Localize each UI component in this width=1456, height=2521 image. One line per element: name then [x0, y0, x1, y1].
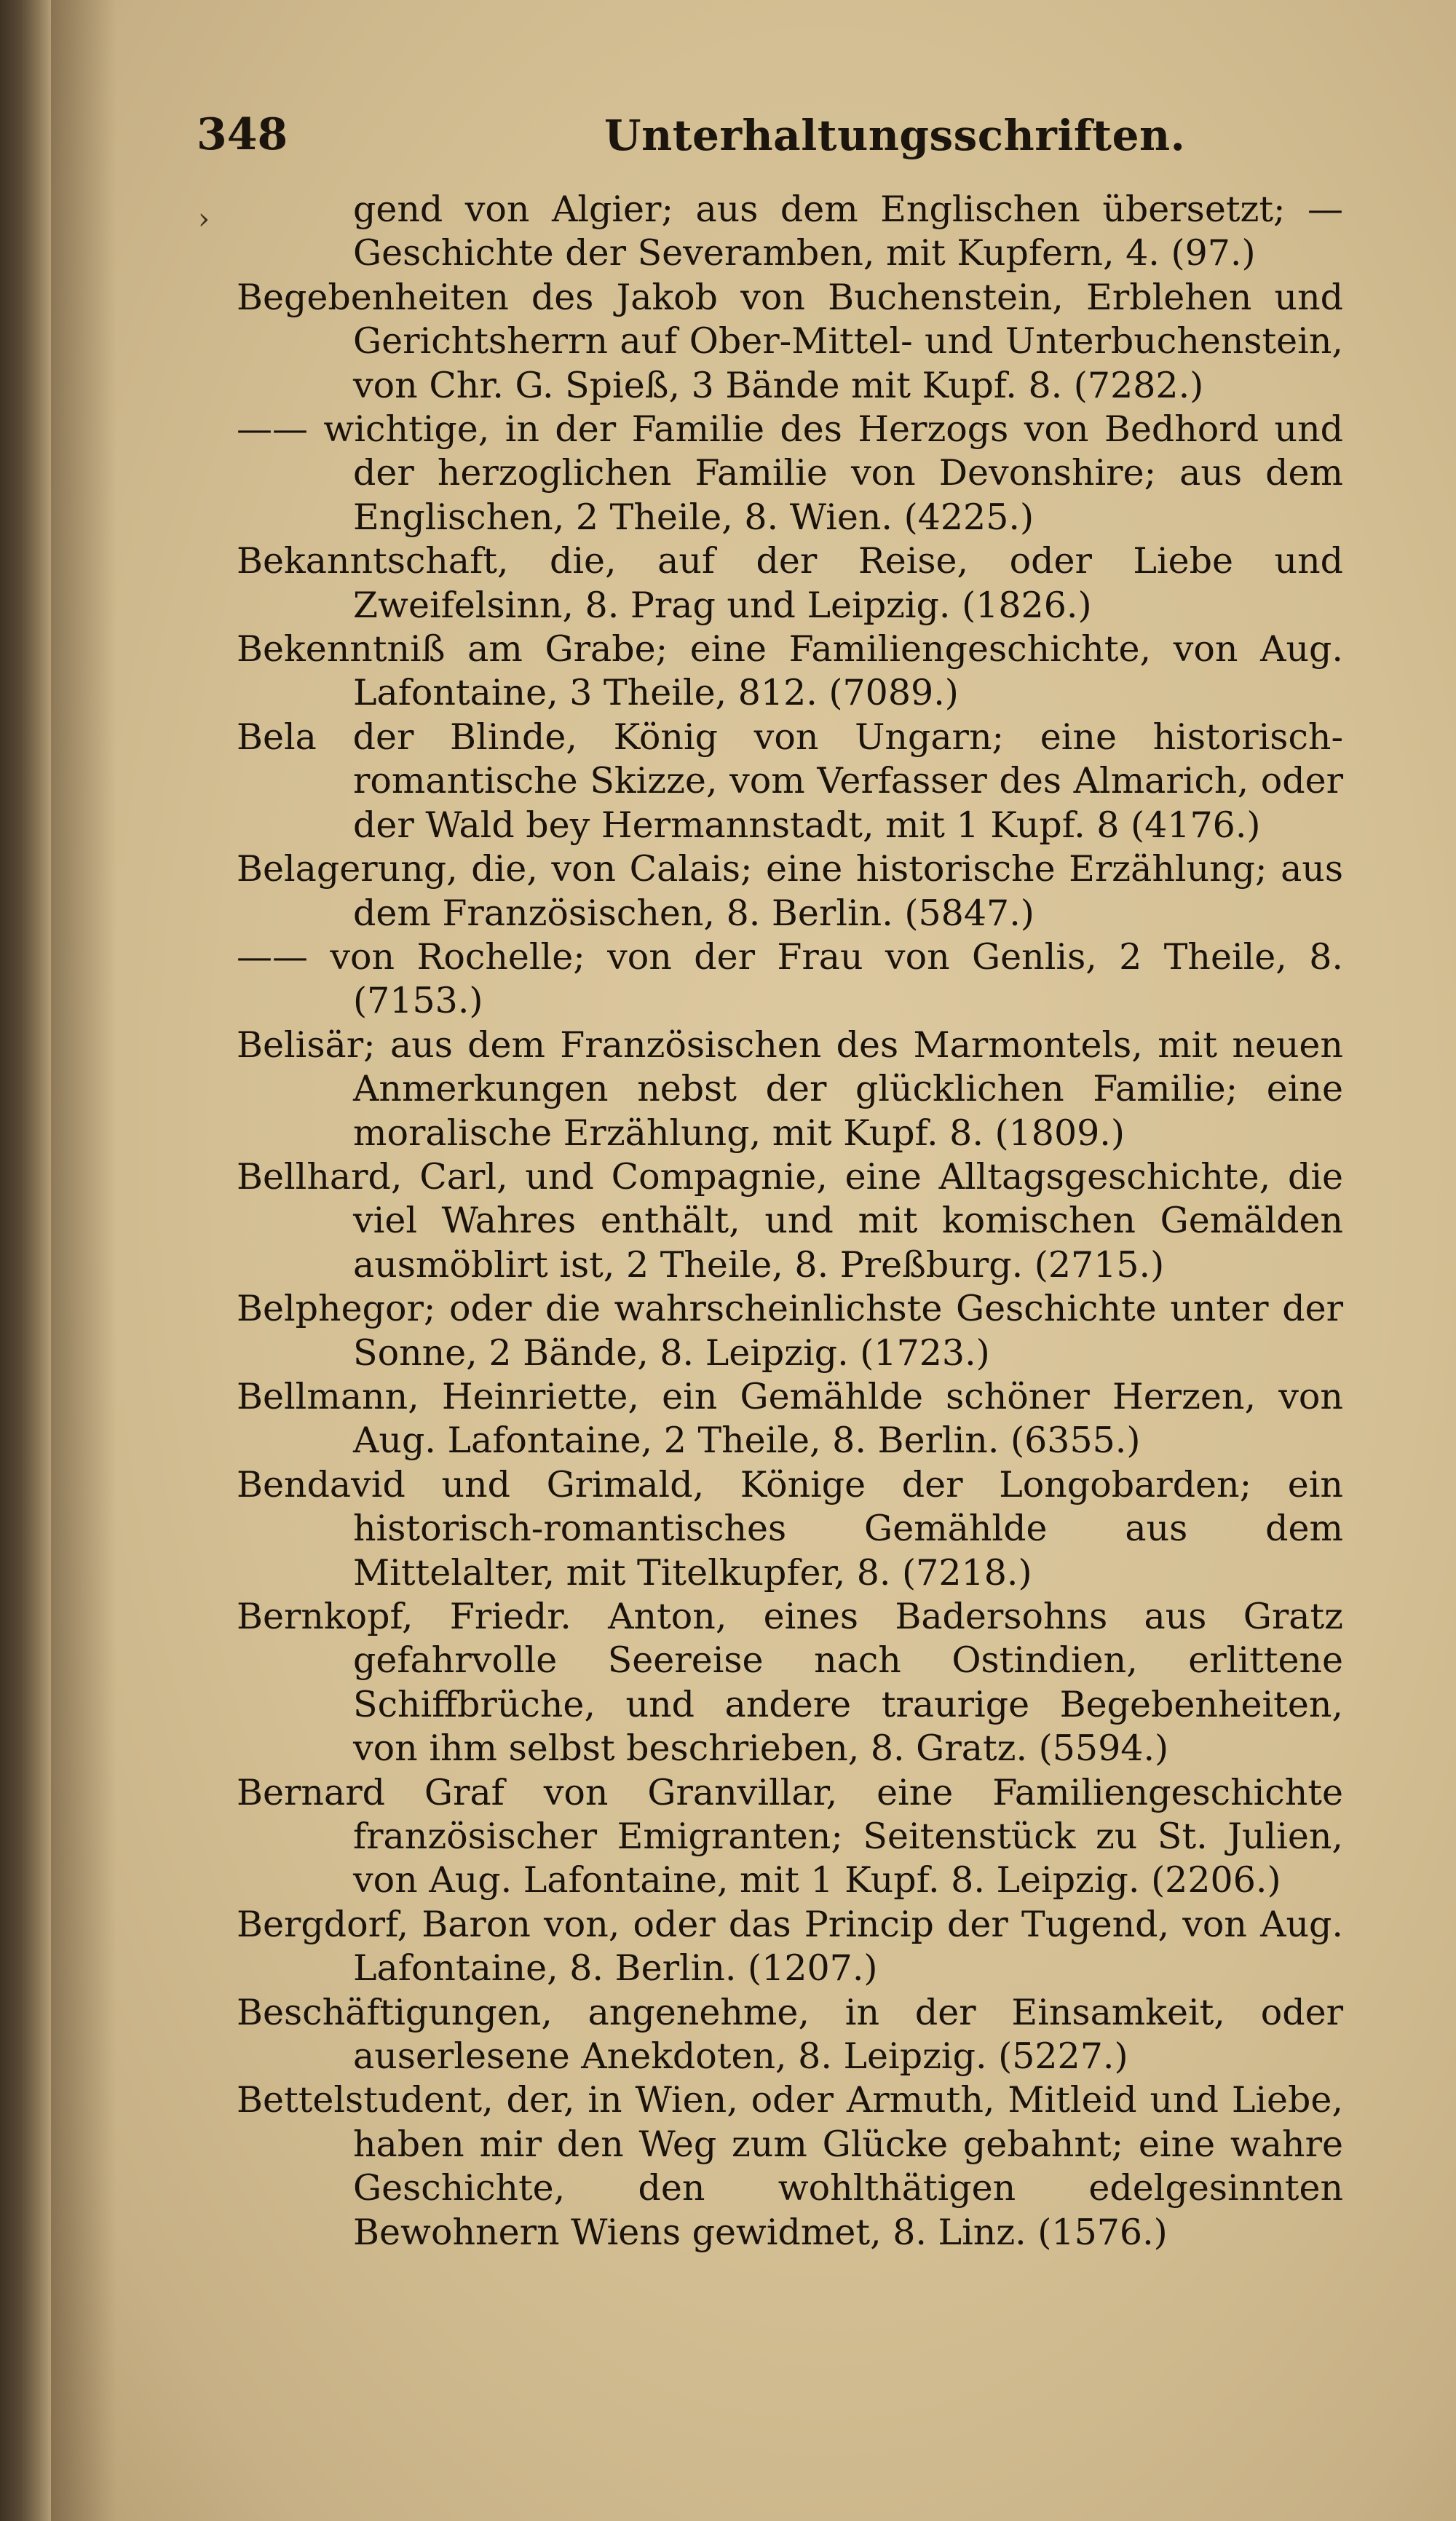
catalog-entry: Bekanntschaft, die, auf der Reise, oder Liebe und Zweifelsinn, 8. Prag und Leipzig. (1826.): [237, 540, 1343, 626]
book-binding: [0, 0, 51, 2521]
catalog-entry: —— von Rochelle; von der Frau von Genlis, 2 Theile, 8. (7153.): [237, 935, 1343, 1022]
catalog-entry: Bernkopf, Friedr. Anton, eines Badersohns aus Gratz gefahrvolle Seereise nach Ostindien, erlittene Schiffbrüche, und andere traurige Begebenheiten, von ihm selbst beschrieben, 8. Gratz. (5594.): [237, 1596, 1343, 1770]
catalog-entry: Bettelstudent, der, in Wien, oder Armuth, Mitleid und Liebe, haben mir den Weg zum Glücke gebahnt; eine wahre Geschichte, den wohlthätigen edelgesinnten Bewohnern Wiens gewidmet, 8. Linz. (1576.): [237, 2079, 1343, 2253]
catalog-entry: Begebenheiten des Jakob von Buchenstein, Erblehen und Gerichtsherrn auf Ober-Mittel- und Unterbuchenstein, von Chr. G. Spieß, 3 Bände mit Kupf. 8. (7282.): [237, 276, 1343, 406]
catalog-entry: Belagerung, die, von Calais; eine historische Erzählung; aus dem Französischen, 8. Berlin. (5847.): [237, 848, 1343, 934]
catalog-entry: Bergdorf, Baron von, oder das Princip der Tugend, von Aug. Lafontaine, 8. Berlin. (1207.): [237, 1903, 1343, 1990]
catalog-entry: Bendavid und Grimald, Könige der Longobarden; ein historisch-romantisches Gemählde aus dem Mittelalter, mit Titelkupfer, 8. (7218.): [237, 1463, 1343, 1594]
catalog-entry: Bela der Blinde, König von Ungarn; eine historisch-romantische Skizze, vom Verfasser des Almarich, oder der Wald bey Hermannstadt, mit 1 Kupf. 8 (4176.): [237, 716, 1343, 846]
margin-mark: ›: [198, 202, 210, 236]
catalog-entry: —— wichtige, in der Familie des Herzogs von Bedhord und der herzoglichen Familie von Devonshire; aus dem Englischen, 2 Theile, 8. Wien. (4225.): [237, 408, 1343, 538]
running-title: Unterhaltungsschriften.: [604, 111, 1186, 160]
catalog-entry: Bellmann, Heinriette, ein Gemählde schöner Herzen, von Aug. Lafontaine, 2 Theile, 8. Berlin. (6355.): [237, 1375, 1343, 1462]
page-gutter-shadow: [51, 0, 116, 2521]
catalog-entry: gend von Algier; aus dem Englischen übersetzt; — Geschichte der Severamben, mit Kupfern, 4. (97.): [353, 189, 1343, 274]
catalog-entry: Bekenntniß am Grabe; eine Familiengeschichte, von Aug. Lafontaine, 3 Theile, 812. (7089.): [237, 628, 1343, 714]
catalog-entry: Belphegor; oder die wahrscheinlichste Geschichte unter der Sonne, 2 Bände, 8. Leipzig. (1723.): [237, 1288, 1343, 1374]
page-number: 348: [197, 109, 288, 160]
catalog-entry: Belisär; aus dem Französischen des Marmontels, mit neuen Anmerkungen nebst der glücklichen Familie; eine moralische Erzählung, mit Kupf. 8. (1809.): [237, 1024, 1343, 1154]
page-header: [197, 109, 1340, 182]
catalog-entries: [237, 188, 1343, 2255]
catalog-entry: Beschäftigungen, angenehme, in der Einsamkeit, oder auserlesene Anekdoten, 8. Leipzig. (5227.): [237, 1991, 1343, 2078]
catalog-entry: Bernard Graf von Granvillar, eine Familiengeschichte französischer Emigranten; Seitenstück zu St. Julien, von Aug. Lafontaine, mit 1 Kupf. 8. Leipzig. (2206.): [237, 1771, 1343, 1901]
catalog-entry: Bellhard, Carl, und Compagnie, eine Alltagsgeschichte, die viel Wahres enthält, und mit komischen Gemälden ausmöblirt ist, 2 Theile, 8. Preßburg. (2715.): [237, 1155, 1343, 1286]
